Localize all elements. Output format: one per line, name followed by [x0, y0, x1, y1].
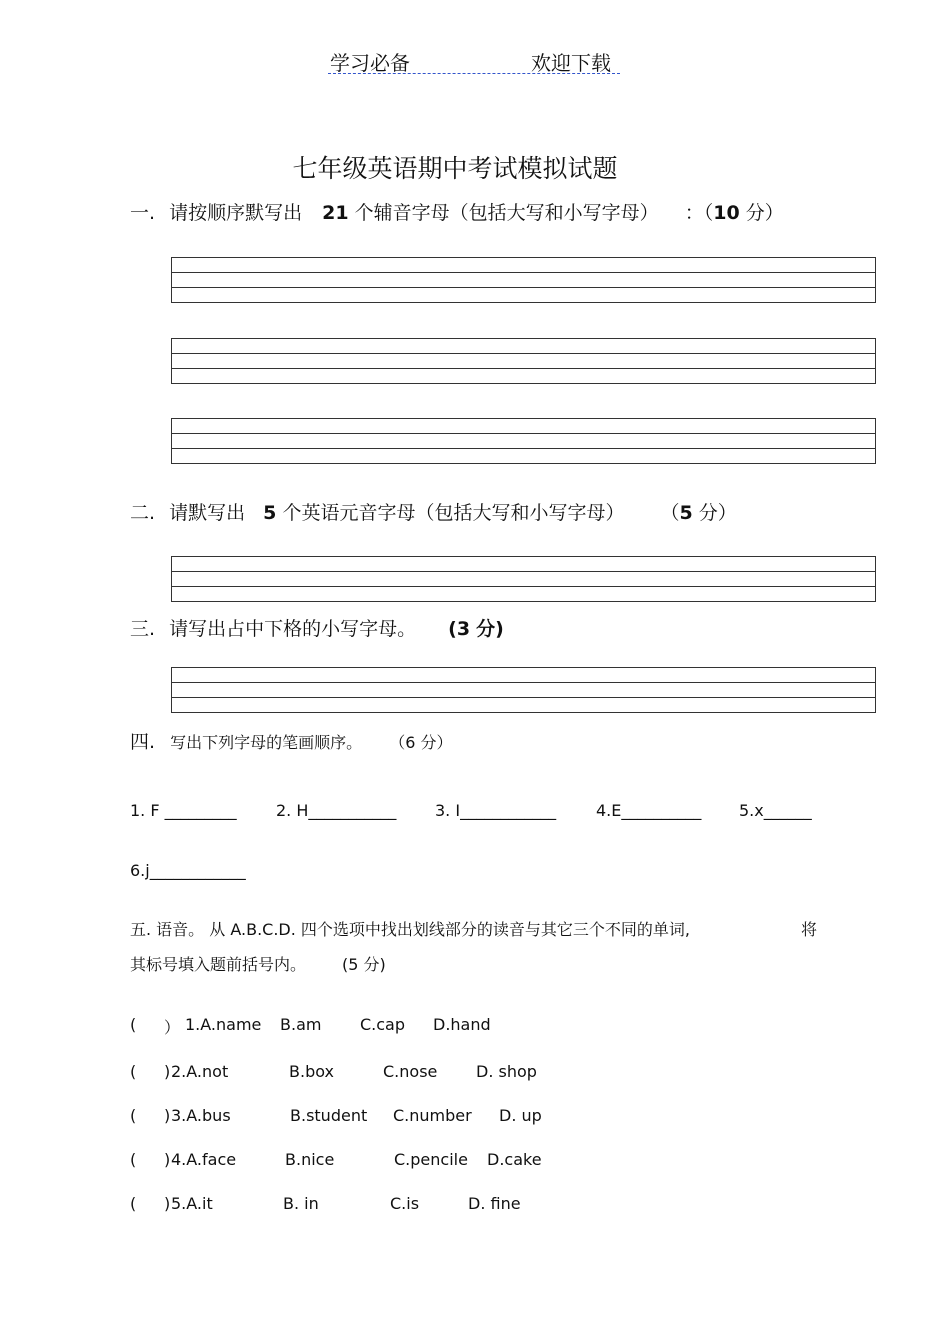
q2-close-paren: ): [164, 1062, 171, 1081]
q4-option-b: B.nice: [285, 1150, 335, 1169]
answer-item-6[interactable]: 6.j____________: [130, 861, 246, 880]
section2-open: （: [660, 502, 680, 524]
q2-option-a: 2.A.not: [171, 1062, 229, 1081]
q3-close-paren: ): [164, 1106, 171, 1125]
q4-option-c: C.pencile: [394, 1150, 468, 1169]
section5-line2: 其标号填入题前括号内。: [130, 955, 307, 974]
section4-heading: [130, 727, 453, 754]
writing-grid-2[interactable]: [171, 338, 876, 384]
section3-heading: [130, 614, 504, 641]
page-title: 七年级英语期中考试模拟试题: [292, 154, 618, 183]
section1-heading: [130, 198, 784, 225]
q4-option-d: D.cake: [487, 1150, 542, 1169]
header-divider: [328, 73, 620, 74]
writing-grid-4[interactable]: [171, 556, 876, 602]
header-right: 欢迎下载: [531, 51, 611, 75]
q4-option-a: 4.A.face: [171, 1150, 237, 1169]
q2-option-c: C.nose: [383, 1062, 438, 1081]
section2-post: 分）: [698, 502, 737, 524]
answer-item-2[interactable]: 2. H___________: [276, 801, 397, 820]
q5-option-d: D. fine: [468, 1194, 521, 1213]
q3-option-d: D. up: [499, 1106, 542, 1125]
q2-open-paren[interactable]: (: [130, 1062, 137, 1081]
answer-item-5[interactable]: 5.x______: [739, 801, 812, 820]
q2-option-d: D. shop: [476, 1062, 537, 1081]
section1-mid: 个辅音字母（包括大写和小写字母）: [354, 202, 659, 224]
q2-option-b: B.box: [289, 1062, 334, 1081]
section2-count: 5: [263, 502, 277, 524]
q3-option-b: B.student: [290, 1106, 368, 1125]
writing-grid-5[interactable]: [171, 667, 876, 713]
q3-open-paren[interactable]: (: [130, 1106, 137, 1125]
section2-heading: [130, 498, 737, 525]
q5-option-b: B. in: [283, 1194, 319, 1213]
section1-pre: 请按顺序默写出: [169, 202, 303, 224]
section1-post: 分）: [745, 202, 784, 224]
q1-open-paren[interactable]: (: [130, 1015, 137, 1034]
q1-option-d: D.hand: [433, 1015, 491, 1034]
section1-score: 10: [713, 202, 740, 224]
section3-score: (3: [448, 618, 471, 640]
answer-item-1[interactable]: 1. F _________: [130, 801, 237, 820]
section4-score: （6 分）: [389, 733, 453, 752]
section3-number: 三.: [130, 618, 156, 640]
section3-post: 分): [476, 618, 504, 640]
q4-close-paren: ): [164, 1150, 171, 1169]
section3-text: 请写出占中下格的小写字母。: [169, 618, 417, 640]
section2-score: 5: [679, 502, 693, 524]
q5-close-paren: ): [164, 1194, 171, 1213]
section1-count: 21: [322, 202, 349, 224]
q1-option-a: 1.A.name: [185, 1015, 262, 1034]
q1-option-c: C.cap: [360, 1015, 406, 1034]
writing-grid-3[interactable]: [171, 418, 876, 464]
section1-colon: ：（: [684, 202, 714, 224]
section5-line1-end: 将: [801, 920, 818, 939]
q5-option-c: C.is: [390, 1194, 420, 1213]
q5-open-paren[interactable]: (: [130, 1194, 137, 1213]
answer-item-4[interactable]: 4.E__________: [596, 801, 702, 820]
q4-open-paren[interactable]: (: [130, 1150, 137, 1169]
header-left: 学习必备: [330, 51, 410, 75]
section2-number: 二.: [130, 502, 156, 524]
section1-number: 一.: [130, 202, 156, 224]
q1-option-b: B.am: [280, 1015, 322, 1034]
section2-mid: 个英语元音字母（包括大写和小写字母）: [282, 502, 625, 524]
q5-option-a: 5.A.it: [171, 1194, 213, 1213]
writing-grid-1[interactable]: [171, 257, 876, 303]
answer-item-3[interactable]: 3. I____________: [435, 801, 557, 820]
q3-option-a: 3.A.bus: [171, 1106, 231, 1125]
section2-pre: 请默写出: [169, 502, 246, 524]
q3-option-c: C.number: [393, 1106, 472, 1125]
section4-text: 写出下列字母的笔画顺序。: [170, 733, 363, 752]
section5-score: (5 分): [342, 955, 386, 974]
section5-line1: 五. 语音。 从 A.B.C.D. 四个选项中找出划线部分的读音与其它三个不同的单词,: [130, 920, 690, 939]
q1-close-paren: ）: [164, 1018, 181, 1037]
section4-number: 四.: [130, 731, 156, 753]
